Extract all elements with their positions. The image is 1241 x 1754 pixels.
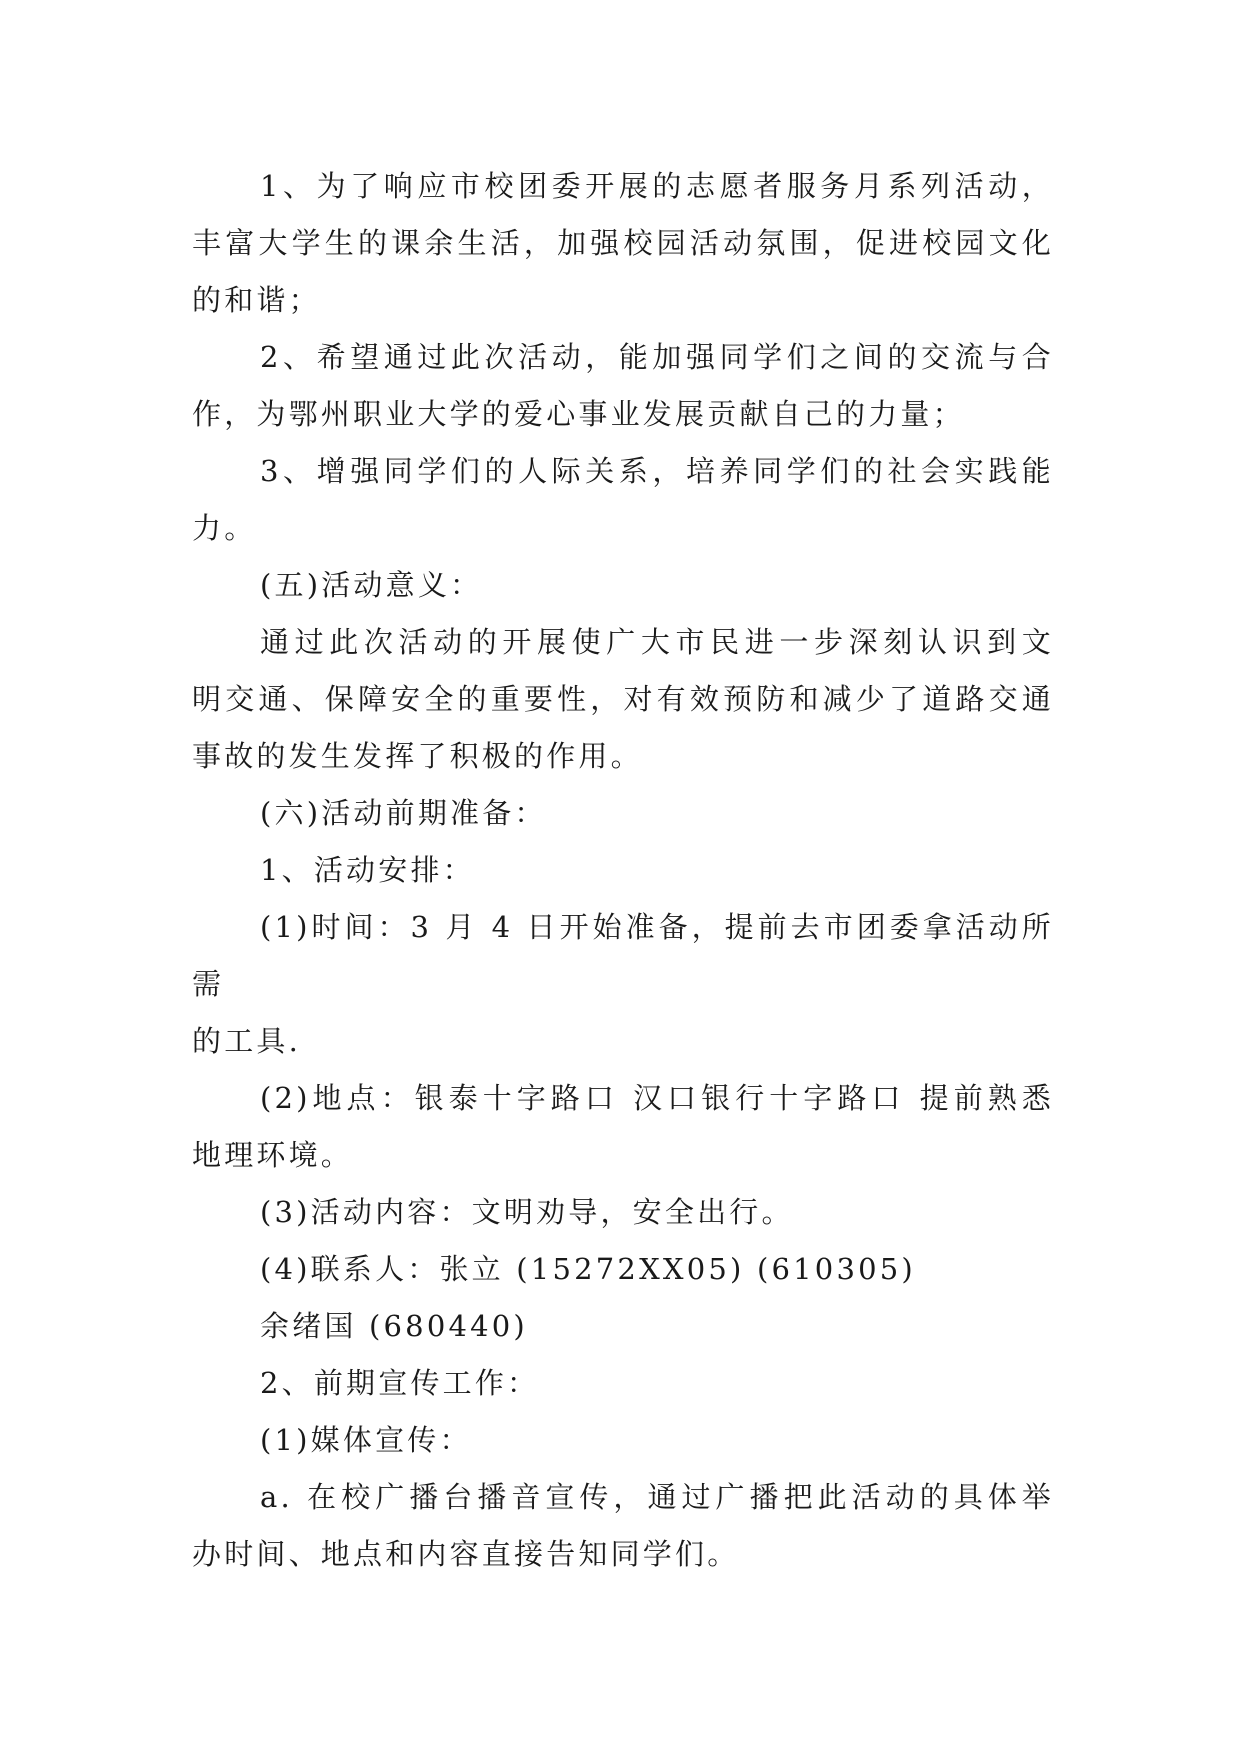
text-line: (4)联系人：张立 (15272XX05) (610305) bbox=[260, 1252, 916, 1286]
subheading-publicity bbox=[192, 1355, 1054, 1412]
item-contact bbox=[192, 1241, 1054, 1298]
text-line: 力。 bbox=[192, 511, 257, 545]
text-line: 明交通、保障安全的重要性，对有效预防和减少了道路交通 bbox=[192, 682, 1054, 716]
paragraph-purpose-1 bbox=[192, 158, 1054, 329]
text-line: 3、增强同学们的人际关系，培养同学们的社会实践能 bbox=[260, 454, 1054, 488]
text-line: 作，为鄂州职业大学的爱心事业发展贡献自己的力量； bbox=[192, 397, 965, 431]
text-line: (1)媒体宣传： bbox=[260, 1423, 472, 1457]
paragraph-purpose-2 bbox=[192, 329, 1054, 443]
section-heading-preparation bbox=[192, 785, 1054, 842]
item-content bbox=[192, 1184, 1054, 1241]
paragraph-purpose-3 bbox=[192, 443, 1054, 557]
text-line: 1、活动安排： bbox=[260, 853, 475, 887]
text-line: 地理环境。 bbox=[192, 1138, 354, 1172]
text-line: a. 在校广播台播音宣传，通过广播把此活动的具体举 bbox=[260, 1480, 1054, 1514]
paragraph-significance bbox=[192, 614, 1054, 785]
text-line: 2、希望通过此次活动，能加强同学们之间的交流与合 bbox=[260, 340, 1054, 374]
text-line: 1、为了响应市校团委开展的志愿者服务月系列活动， bbox=[260, 169, 1054, 203]
text-line: 办时间、地点和内容直接告知同学们。 bbox=[192, 1537, 740, 1571]
document-body bbox=[192, 158, 1054, 1583]
text-line: 事故的发生发挥了积极的作用。 bbox=[192, 739, 643, 773]
text-line: (3)活动内容：文明劝导，安全出行。 bbox=[260, 1195, 794, 1229]
item-broadcast bbox=[192, 1469, 1054, 1583]
text-line: 通过此次活动的开展使广大市民进一步深刻认识到文 bbox=[260, 625, 1054, 659]
subheading-arrangement bbox=[192, 842, 1054, 899]
text-line: 的工具. bbox=[192, 1024, 302, 1058]
text-line: 的和谐； bbox=[192, 283, 321, 317]
text-line: (五)活动意义： bbox=[260, 568, 483, 602]
item-location bbox=[192, 1070, 1054, 1184]
item-time bbox=[192, 899, 1054, 1070]
text-line: (1)时间：3 月 4 日开始准备，提前去市团委拿活动所需 bbox=[192, 910, 1054, 1001]
text-line: (六)活动前期准备： bbox=[260, 796, 547, 830]
item-media bbox=[192, 1412, 1054, 1469]
text-line: 余绪国 (680440) bbox=[260, 1309, 528, 1343]
text-line: 丰富大学生的课余生活，加强校园活动氛围，促进校园文化 bbox=[192, 226, 1054, 260]
text-line: (2)地点：银泰十字路口 汉口银行十字路口 提前熟悉 bbox=[260, 1081, 1054, 1115]
text-line: 2、前期宣传工作： bbox=[260, 1366, 540, 1400]
section-heading-significance bbox=[192, 557, 1054, 614]
item-contact-2 bbox=[192, 1298, 1054, 1355]
